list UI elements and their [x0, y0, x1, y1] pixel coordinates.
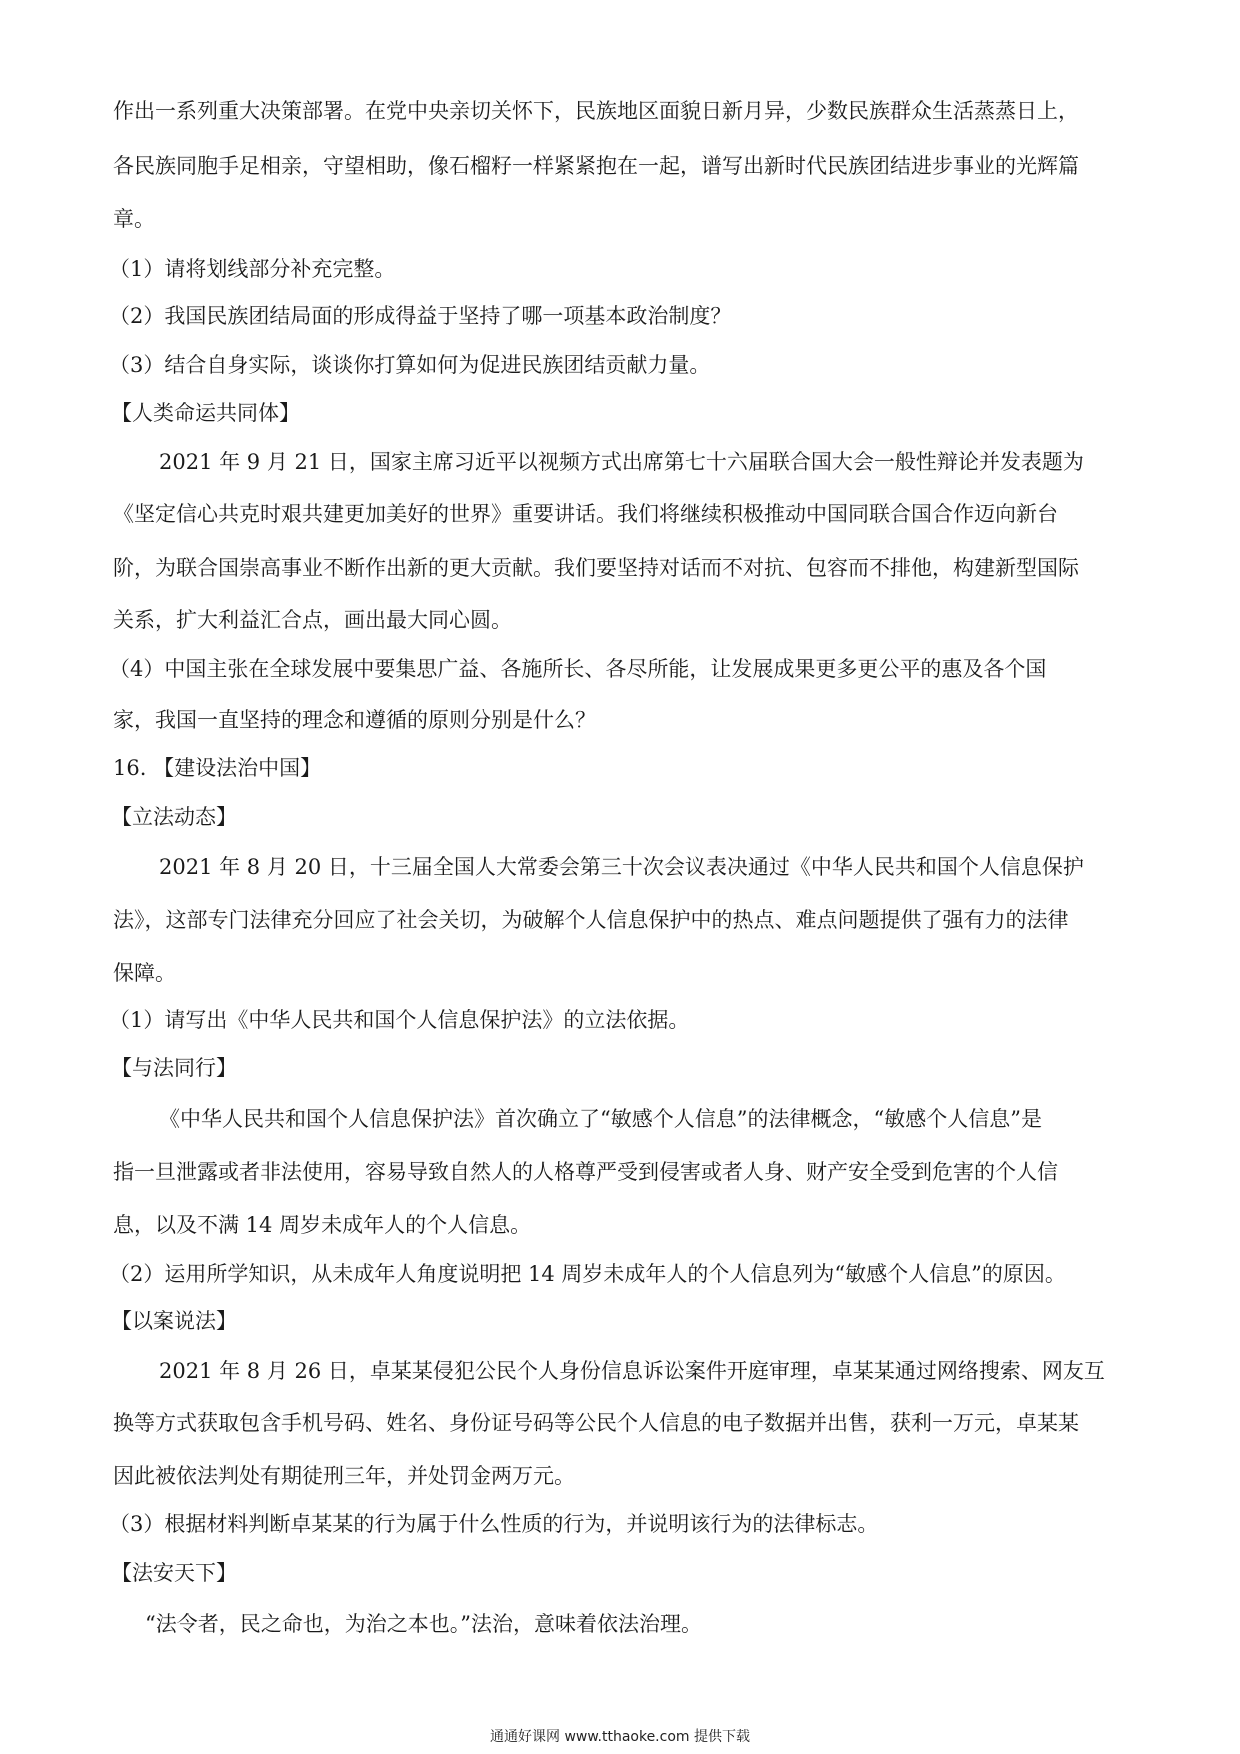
paragraph-line: 法》，这部专门法律充分回应了社会关切，为破解个人信息保护中的热点、难点问题提供了强有力的法律 — [113, 908, 1069, 932]
paragraph-line: 《中华人民共和国个人信息保护法》首次确立了“敏感个人信息”的法律概念，“敏感个人信息”是 — [159, 1107, 1042, 1131]
paragraph-line: 保障。 — [113, 961, 176, 985]
section-heading: 【以案说法】 — [111, 1309, 237, 1333]
question-line: （3）根据材料判断卓某某的行为属于什么性质的行为，并说明该行为的法律标志。 — [109, 1512, 879, 1536]
section-heading: 【与法同行】 — [111, 1056, 237, 1080]
question-number-heading: 16. 【建设法治中国】 — [113, 756, 322, 780]
paragraph-line: 章。 — [113, 207, 155, 231]
question-line: （2）我国民族团结局面的形成得益于坚持了哪一项基本政治制度？ — [109, 304, 732, 328]
question-line: （2）运用所学知识，从未成年人角度说明把 14 周岁未成年人的个人信息列为“敏感个人信息”的原因。 — [109, 1262, 1066, 1286]
question-line: （1）请写出《中华人民共和国个人信息保护法》的立法依据。 — [109, 1008, 690, 1032]
paragraph-line: 息，以及不满 14 周岁未成年人的个人信息。 — [113, 1213, 532, 1237]
paragraph-line: 阶，为联合国崇高事业不断作出新的更大贡献。我们要坚持对话而不对抗、包容而不排他，构建新型国际 — [113, 556, 1079, 580]
quote-line: “法令者，民之命也，为治之本也。”法治，意味着依法治理。 — [145, 1612, 702, 1636]
section-heading: 【人类命运共同体】 — [111, 401, 300, 425]
paragraph-line: 指一旦泄露或者非法使用，容易导致自然人的人格尊严受到侵害或者人身、财产安全受到危害的个人信 — [113, 1160, 1058, 1184]
paragraph-line: 关系，扩大利益汇合点，画出最大同心圆。 — [113, 608, 512, 632]
paragraph-line: 换等方式获取包含手机号码、姓名、身份证号码等公民个人信息的电子数据并出售，获利一万元，卓某某 — [113, 1411, 1079, 1435]
paragraph-line: 作出一系列重大决策部署。在党中央亲切关怀下，民族地区面貌日新月异，少数民族群众生活蒸蒸日上， — [113, 99, 1079, 123]
section-heading: 【立法动态】 — [111, 805, 237, 829]
question-line: （3）结合自身实际，谈谈你打算如何为促进民族团结贡献力量。 — [109, 353, 711, 377]
question-line: 家，我国一直坚持的理念和遵循的原则分别是什么？ — [113, 708, 596, 732]
question-line: （1）请将划线部分补充完整。 — [109, 257, 396, 281]
paragraph-line: 2021 年 8 月 26 日，卓某某侵犯公民个人身份信息诉讼案件开庭审理，卓某某通过网络搜索、网友互 — [159, 1359, 1105, 1383]
paragraph-line: 各民族同胞手足相亲，守望相助，像石榴籽一样紧紧抱在一起，谱写出新时代民族团结进步事业的光辉篇 — [113, 154, 1079, 178]
paragraph-line: 2021 年 8 月 20 日，十三届全国人大常委会第三十次会议表决通过《中华人民共和国个人信息保护 — [159, 855, 1084, 879]
paragraph-line: 因此被依法判处有期徒刑三年，并处罚金两万元。 — [113, 1464, 575, 1488]
section-heading: 【法安天下】 — [111, 1561, 237, 1585]
paragraph-line: 2021 年 9 月 21 日，国家主席习近平以视频方式出席第七十六届联合国大会一般性辩论并发表题为 — [159, 450, 1084, 474]
download-footer: 通通好课网 www.tthaoke.com 提供下载 — [490, 1729, 750, 1745]
question-line: （4）中国主张在全球发展中要集思广益、各施所长、各尽所能，让发展成果更多更公平的惠及各个国 — [109, 657, 1047, 681]
paragraph-line: 《坚定信心共克时艰共建更加美好的世界》重要讲话。我们将继续积极推动中国同联合国合作迈向新台 — [113, 502, 1058, 526]
